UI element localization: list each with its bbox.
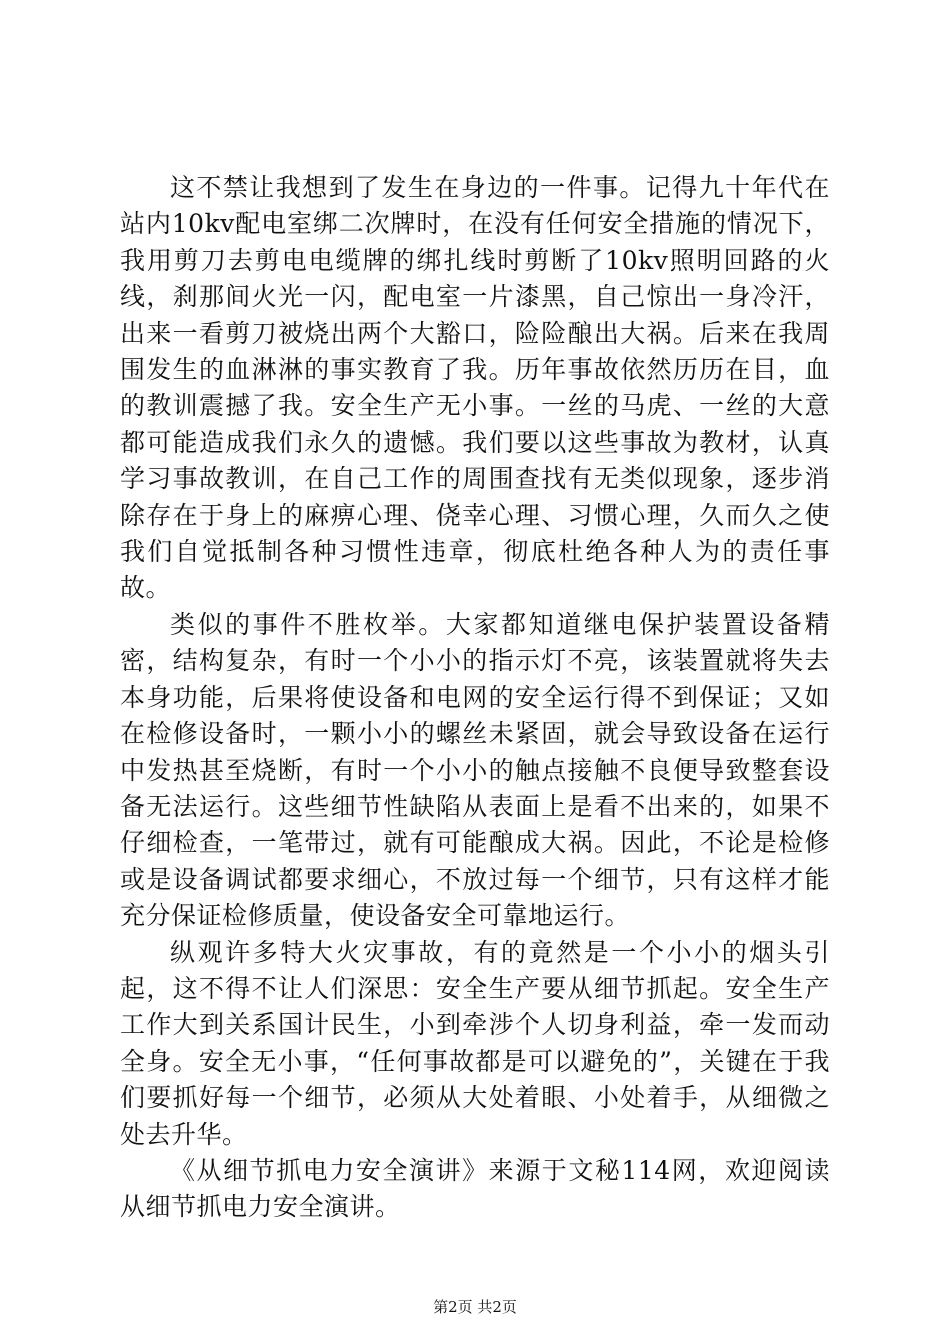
paragraph-4: 《从细节抓电力安全演讲》来源于文秘114网，欢迎阅读从细节抓电力安全演讲。	[120, 1155, 830, 1222]
document-body	[120, 170, 830, 1226]
page-number-footer: 第2页 共2页	[433, 1298, 517, 1316]
paragraph-1: 这不禁让我想到了发生在身边的一件事。记得九十年代在站内10kv配电室绑二次牌时，在没有任何安全措施的情况下，我用剪刀去剪电电缆牌的绑扎线时剪断了10kv照明回路的火线，刹那间火光一闪，配电室一片漆黑，自己惊出一身冷汗，出来一看剪刀被烧出两个大豁口，险险酿出大祸。后来在我周围发生的血淋淋的事实教育了我。历年事故依然历历在目，血的教训震撼了我。安全生产无小事。一丝的马虎、一丝的大意都可能造成我们永久的遗憾。我们要以这些事故为教材，认真学习事故教训，在自己工作的周围查找有无类似现象，逐步消除存在于身上的麻痹心理、侥幸心理、习惯心理，久而久之使我们自觉抵制各种习惯性违章，彻底杜绝各种人为的责任事故。	[120, 173, 830, 603]
paragraph-3: 纵观许多特大火灾事故，有的竟然是一个小小的烟头引起，这不得不让人们深思：安全生产要从细节抓起。安全生产工作大到关系国计民生，小到牵涉个人切身利益，牵一发而动全身。安全无小事，“任何事故都是可以避免的”，关键在于我们要抓好每一个细节，必须从大处着眼、小处着手，从细微之处去升华。	[120, 937, 830, 1149]
paragraph-2: 类似的事件不胜枚举。大家都知道继电保护装置设备精密，结构复杂，有时一个小小的指示灯不亮，该装置就将失去本身功能，后果将使设备和电网的安全运行得不到保证；又如在检修设备时，一颗小小的螺丝未紧固，就会导致设备在运行中发热甚至烧断，有时一个小小的触点接触不良便导致整套设备无法运行。这些细节性缺陷从表面上是看不出来的，如果不仔细检查，一笔带过，就有可能酿成大祸。因此，不论是检修或是设备调试都要求细心，不放过每一个细节，只有这样才能充分保证检修质量，使设备安全可靠地运行。	[120, 609, 830, 931]
